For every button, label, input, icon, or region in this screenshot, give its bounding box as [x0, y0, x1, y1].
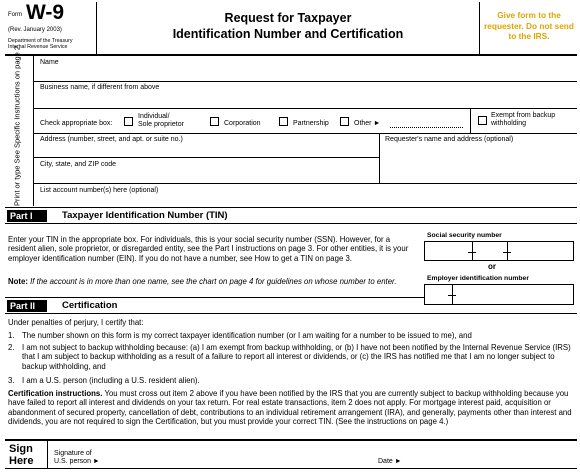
cert-item-1-text: The number shown on this form is my correct taxpayer identification number (or I am waiting for a number to be issued to me), and	[22, 331, 472, 340]
individual-label-2: Sole proprietor	[138, 121, 184, 128]
ssn-label: Social security number	[427, 232, 502, 239]
other-label: Other ►	[354, 120, 381, 127]
individual-label	[138, 113, 184, 129]
cert-item-3-text: I am a U.S. person (including a U.S. resident alien).	[22, 376, 200, 385]
exempt-label	[491, 112, 555, 128]
cert-item-3-number: 3.	[8, 376, 15, 385]
part1-note-text: If the account is in more than one name, see the chart on page 4 for guidelines on whose number to enter.	[30, 277, 397, 286]
exempt-label-2: withholding	[491, 120, 527, 127]
department: Department of the Treasury	[8, 38, 73, 44]
date-label: Date ►	[378, 458, 402, 465]
side-instructions-label	[2, 43, 32, 206]
form-title	[97, 10, 479, 42]
part1-label: Part I	[7, 210, 47, 222]
cert-instructions-label: Certification instructions.	[8, 389, 103, 398]
or-label: or	[488, 262, 496, 271]
sign-here-label	[9, 443, 33, 467]
ein-label: Employer identification number	[427, 275, 529, 282]
sign-label-1: Sign	[9, 443, 33, 455]
side-label-text: Print or type See Specific Instructions on page 2.	[12, 43, 22, 206]
cert-item-3	[8, 376, 574, 385]
date-field[interactable]	[408, 443, 576, 467]
certification-instructions	[8, 389, 574, 427]
exempt-checkbox[interactable]	[478, 116, 487, 125]
name-field[interactable]	[34, 68, 577, 80]
part1-title: Taxpayer Identification Number (TIN)	[62, 210, 228, 221]
corporation-label: Corporation	[224, 120, 261, 127]
corporation-checkbox[interactable]	[210, 117, 219, 126]
cert-item-2-number: 2.	[8, 343, 15, 352]
signature-label-1: Signature of	[54, 450, 92, 457]
requester-field[interactable]	[381, 145, 576, 181]
business-name-label: Business name, if different from above	[40, 84, 160, 91]
individual-checkbox[interactable]	[124, 117, 133, 126]
business-name-field[interactable]	[34, 93, 577, 107]
title-line-1: Request for Taxpayer	[224, 11, 352, 25]
other-entry-line[interactable]	[390, 127, 463, 128]
cert-item-1	[8, 331, 574, 340]
cert-item-2	[8, 343, 574, 371]
cert-item-2-text: I am not subject to backup withholding because: (a) I am exempt from backup withholding, or (b) I have not been notified by the Internal Revenue Service (IRS) that I am subject to backup withholding as a result of a failure to report all interest or dividends, or (c) the IRS has notified me that I am no longer subject to backup withholding, and	[22, 343, 571, 371]
give-form-notice: Give form to the requester. Do not send to the IRS.	[484, 10, 574, 41]
cert-instructions-text: You must cross out item 2 above if you have been notified by the IRS that you are currently subject to backup withholding because you have failed to report all interest and dividends on your tax return. For real estate transactions, item 2 does not apply. For mortgage interest paid, acquisition or abandonment of secured property, cancellation of debt, contributions to an individual retirement arrangement (IRA), and generally, payments other than interest and dividends, you are not required to sign the Certification, but you must provide your correct TIN. (See the instructions on page 4.)	[8, 389, 572, 427]
form-number: W-9	[26, 1, 65, 24]
revision: (Rev. January 2003)	[8, 27, 62, 33]
name-field-label: Name	[40, 59, 59, 66]
requester-label: Requester's name and address (optional)	[385, 136, 514, 143]
city-field[interactable]	[34, 170, 378, 182]
individual-label-1: Individual/	[138, 113, 170, 120]
account-label: List account number(s) here (optional)	[40, 187, 159, 194]
other-checkbox[interactable]	[340, 117, 349, 126]
part2-title: Certification	[62, 300, 118, 311]
cert-item-1-number: 1.	[8, 331, 15, 340]
irs-label: Internal Revenue Service	[8, 44, 68, 50]
part1-note	[8, 277, 415, 286]
exempt-label-1: Exempt from backup	[491, 112, 556, 119]
signature-field[interactable]	[108, 443, 370, 467]
city-label: City, state, and ZIP code	[40, 161, 117, 168]
signature-label	[54, 450, 100, 466]
form-label: Form	[8, 12, 22, 18]
sign-label-2: Here	[9, 455, 34, 467]
signature-label-2: U.S. person ►	[54, 458, 100, 465]
ein-field[interactable]	[424, 284, 574, 305]
part1-note-label: Note:	[8, 277, 28, 286]
title-line-2: Identification Number and Certification	[172, 27, 404, 41]
ssn-field[interactable]	[424, 241, 574, 261]
check-box-label: Check appropriate box:	[40, 120, 113, 127]
address-field[interactable]	[34, 145, 378, 156]
partnership-label: Partnership	[293, 120, 329, 127]
part2-label: Part II	[7, 300, 47, 312]
partnership-checkbox[interactable]	[279, 117, 288, 126]
account-field[interactable]	[34, 196, 577, 206]
part1-text: Enter your TIN in the appropriate box. For individuals, this is your social security number (SSN). However, for a resident alien, sole proprietor, or disregarded entity, see the Part I instructions on page 3. For other entities, it is your employer identification number (EIN). If you do not have a number, see How to get a TIN on page 3.	[8, 235, 409, 263]
certification-intro: Under penalties of perjury, I certify that:	[8, 318, 144, 327]
address-label: Address (number, street, and apt. or suite no.)	[40, 136, 183, 143]
